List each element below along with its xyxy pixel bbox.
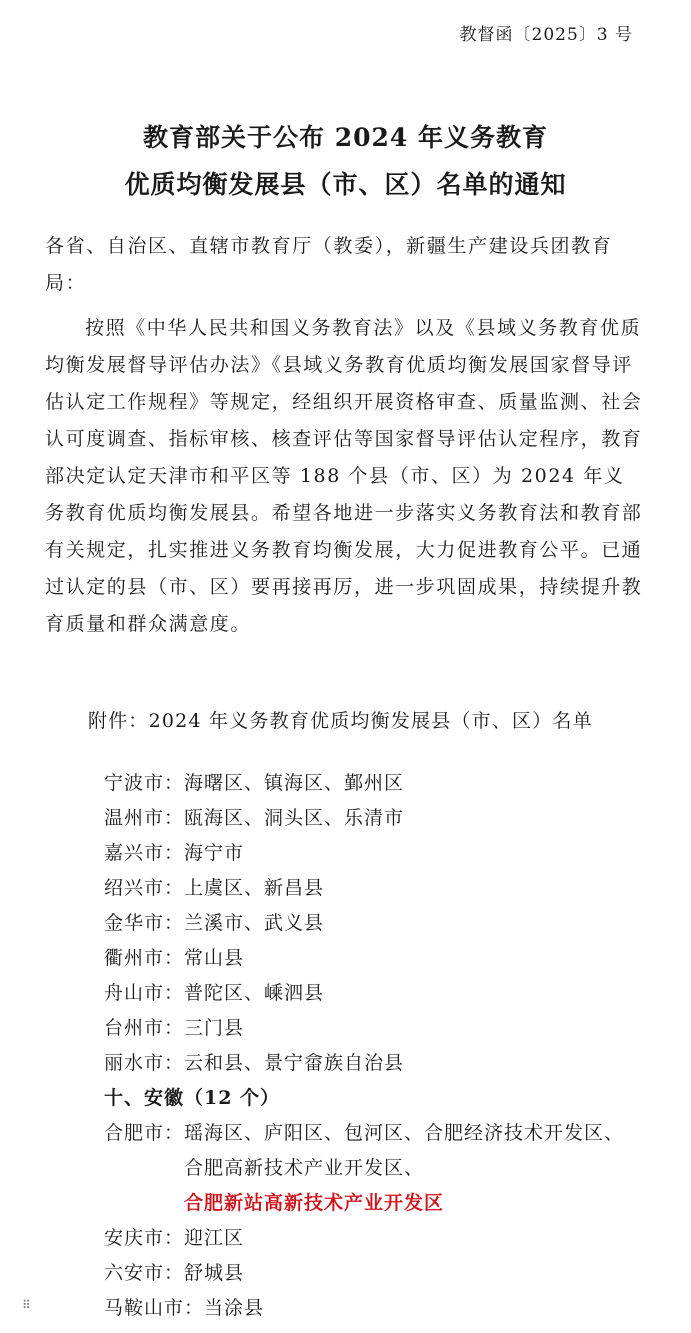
city-name: 衢州市： <box>104 947 185 969</box>
list-item-hefei <box>104 1116 624 1151</box>
city-name: 宁波市： <box>104 772 185 794</box>
city-name: 丽水市： <box>104 1052 185 1074</box>
city-name: 绍兴市： <box>104 877 185 899</box>
list-item <box>104 941 624 976</box>
county-names: 瓯海区、洞头区、乐清市 <box>184 807 405 829</box>
county-names: 常山县 <box>184 947 245 969</box>
city-name: 安庆市： <box>104 1227 185 1249</box>
highlighted-county: 合肥新站高新技术产业开发区 <box>184 1192 445 1214</box>
list-item <box>104 1046 624 1081</box>
list-item <box>104 1256 624 1291</box>
list-item <box>104 906 624 941</box>
list-item <box>104 976 624 1011</box>
city-name: 马鞍山市： <box>104 1297 205 1319</box>
county-names-continued: 合肥高新技术产业开发区、 <box>184 1157 425 1179</box>
city-name: 温州市： <box>104 807 185 829</box>
section-heading-anhui: 十、安徽（12 个） <box>104 1087 281 1109</box>
list-item <box>104 1221 624 1256</box>
county-list <box>104 766 624 1326</box>
list-item <box>104 766 624 801</box>
county-names: 普陀区、嵊泗县 <box>184 982 325 1004</box>
list-item <box>104 836 624 871</box>
addressee: 各省、自治区、直辖市教育厅（教委），新疆生产建设兵团教育局： <box>45 235 613 294</box>
city-name: 六安市： <box>104 1262 185 1284</box>
city-name: 舟山市： <box>104 982 185 1004</box>
city-name: 台州市： <box>104 1017 185 1039</box>
county-names: 海曙区、镇海区、鄞州区 <box>184 772 405 794</box>
title-line-1: 教育部关于公布 2024 年义务教育 <box>143 123 548 152</box>
attachment-title: 附件：2024 年义务教育优质均衡发展县（市、区）名单 <box>88 710 593 732</box>
drag-handle-icon[interactable]: ⠿ <box>22 1298 31 1312</box>
list-item <box>104 801 624 836</box>
county-names: 舒城县 <box>184 1262 245 1284</box>
county-names: 当涂县 <box>204 1297 265 1319</box>
list-item <box>104 871 624 906</box>
list-item <box>104 1011 624 1046</box>
city-name: 金华市： <box>104 912 185 934</box>
body-paragraph: 按照《中华人民共和国义务教育法》以及《县域义务教育优质均衡发展督导评估办法》《县域义务教育优质均衡发展国家督导评估认定工作规程》等规定，经组织开展资格审查、质量监测、社会认可度调查、指标审核、核查评估等国家督导评估认定程序，教育部决定认定天津市和平区等 188 个县（市、区）为 2024 年义务教育优质均衡发展县。希望各地进一步落实义务教育法和教育部有关规定，扎实推进义务教育均衡发展，大力促进教育公平。已通过认定的县（市、区）要再接再厉，进一步巩固成果，持续提升教育质量和群众满意度。 <box>45 317 643 635</box>
document-number: 教督函〔2025〕3 号 <box>459 25 633 45</box>
county-names: 上虞区、新昌县 <box>184 877 325 899</box>
city-name: 嘉兴市： <box>104 842 185 864</box>
county-names: 海宁市 <box>184 842 245 864</box>
county-names: 云和县、景宁畲族自治县 <box>184 1052 405 1074</box>
title-line-2: 优质均衡发展县（市、区）名单的通知 <box>124 170 567 199</box>
county-names: 兰溪市、武义县 <box>184 912 325 934</box>
county-names: 瑶海区、庐阳区、包河区、合肥经济技术开发区、 <box>184 1122 625 1144</box>
list-item <box>104 1291 624 1326</box>
county-names: 迎江区 <box>184 1227 245 1249</box>
city-name: 合肥市： <box>104 1122 185 1144</box>
county-names: 三门县 <box>184 1017 245 1039</box>
